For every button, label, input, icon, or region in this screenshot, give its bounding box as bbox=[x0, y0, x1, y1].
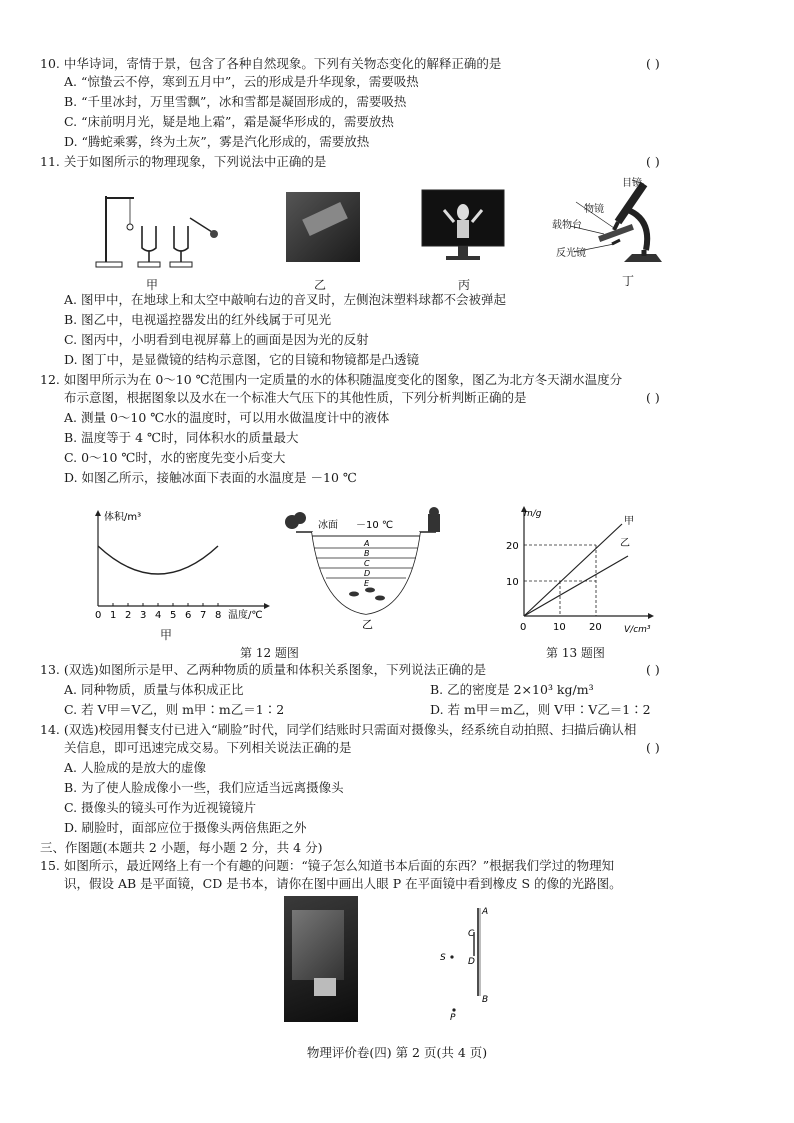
microscope-label-eyepiece: 目镜 bbox=[622, 178, 642, 189]
point-c-label: C bbox=[468, 929, 475, 939]
q11-option-a: A. 图甲中，在地球上和太空中敲响右边的音叉时，左侧泡沫塑料球都不会被弹起 bbox=[64, 292, 506, 307]
q11-label-jia: 甲 bbox=[146, 278, 159, 292]
q12-xtick-label: 2 bbox=[125, 610, 132, 621]
q10-option-c: C. “床前明月光，疑是地上霜”，霜是凝华形成的，需要放热 bbox=[64, 114, 394, 129]
q13-option-b: B. 乙的密度是 2×10³ kg/m³ bbox=[430, 682, 594, 697]
section-3-heading: 三、作图题(本题共 2 小题，每小题 2 分，共 4 分) bbox=[40, 840, 323, 855]
q15-mirror-book-photo bbox=[284, 896, 358, 1022]
q13-xtick-0: 0 bbox=[520, 622, 527, 633]
point-d-label: D bbox=[468, 957, 475, 967]
microscope-label-mirror: 反光镜 bbox=[556, 248, 586, 259]
q10-option-a: A. “惊蛰云不停，寒到五月中”，云的形成是升华现象，需要吸热 bbox=[64, 74, 419, 89]
q12-option-c: C. 0～10 ℃时，水的密度先变小后变大 bbox=[64, 450, 286, 465]
lake-ice-surface-label: 冰面 bbox=[318, 520, 338, 531]
lake-layer-a: A bbox=[364, 539, 370, 548]
q13-ytick-20: 20 bbox=[506, 541, 519, 552]
q12-graph-xlabel: 温度/℃ bbox=[228, 610, 263, 621]
microscope-label-objective: 物镜 bbox=[584, 204, 604, 215]
q12-option-b: B. 温度等于 4 ℃时，同体积水的质量最大 bbox=[64, 430, 299, 445]
q13-option-a: A. 同种物质，质量与体积成正比 bbox=[64, 682, 244, 697]
q12-option-d: D. 如图乙所示，接触冰面下表面的水温度是 －10 ℃ bbox=[64, 470, 357, 485]
lake-layer-e: E bbox=[364, 579, 370, 588]
q12-xtick-label: 1 bbox=[110, 610, 117, 621]
q10-option-b: B. “千里冰封，万里雪飘”，冰和雪都是凝固形成的，需要吸热 bbox=[64, 94, 407, 109]
lake-layer-b: B bbox=[364, 549, 370, 558]
q13-option-c: C. 若 V甲＝V乙，则 m甲∶m乙＝1∶2 bbox=[64, 702, 285, 717]
q13-xtick-10: 10 bbox=[553, 622, 566, 633]
q13-series-yi-label: 乙 bbox=[620, 538, 630, 549]
q12-xtick-label: 3 bbox=[140, 610, 147, 621]
q13-xtick-20: 20 bbox=[589, 622, 602, 633]
q14-option-b: B. 为了使人脸成像小一些，我们应适当远离摄像头 bbox=[64, 780, 344, 795]
q12-xtick-label: 5 bbox=[170, 610, 177, 621]
q12-xtick-label: 8 bbox=[215, 610, 222, 621]
q11-label-yi: 乙 bbox=[314, 278, 327, 292]
q13-mass-volume-graph bbox=[498, 504, 658, 636]
q12-answer-bracket: ( ) bbox=[646, 390, 660, 405]
q12-option-a: A. 测量 0～10 ℃水的温度时，可以用水做温度计中的液体 bbox=[64, 410, 390, 425]
point-a-label: A bbox=[482, 907, 489, 917]
lake-layer-d: D bbox=[364, 569, 371, 578]
q14-option-a: A. 人脸成的是放大的虚像 bbox=[64, 760, 206, 775]
q12-stem-line2: 布示意图，根据图象以及水在一个标准大气压下的其他性质，下列分析判断正确的是 bbox=[64, 390, 527, 405]
q13-graph-xlabel: V/cm³ bbox=[624, 625, 651, 635]
q13-series-jia-label: 甲 bbox=[624, 516, 634, 527]
q11-option-d: D. 图丁中，是显微镜的结构示意图，它的目镜和物镜都是凸透镜 bbox=[64, 352, 420, 367]
q11-stem: 11. 关于如图所示的物理现象，下列说法中正确的是 bbox=[40, 154, 327, 169]
point-s-label: S bbox=[440, 953, 446, 963]
lake-layer-c: C bbox=[364, 559, 370, 568]
point-p-label: P bbox=[450, 1013, 456, 1023]
q13-option-d: D. 若 m甲＝m乙，则 V甲∶V乙＝1∶2 bbox=[430, 702, 651, 717]
q15-stem-line2: 识，假设 AB 是平面镜，CD 是书本，请你在图中画出人眼 P 在平面镜中看到橡皮 S 的像的光路图。 bbox=[64, 876, 622, 891]
q10-answer-bracket: ( ) bbox=[646, 56, 660, 71]
q12-xtick-label: 4 bbox=[155, 610, 162, 621]
remote-control-icon bbox=[302, 202, 348, 236]
q11-figure-bing-tv bbox=[420, 188, 506, 268]
q14-option-d: D. 刷脸时，面部应位于摄像头两倍焦距之外 bbox=[64, 820, 307, 835]
mirror-reflection bbox=[292, 910, 344, 980]
q11-option-c: C. 图丙中，小明看到电视屏幕上的画面是因为光的反射 bbox=[64, 332, 369, 347]
q14-stem-line2: 关信息，即可迅速完成交易。下列相关说法正确的是 bbox=[64, 740, 352, 755]
q15-stem-line1: 15. 如图所示，最近网络上有一个有趣的问题：“镜子怎么知道书本后面的东西？”根据我们学过的物理知 bbox=[40, 858, 615, 873]
q11-answer-bracket: ( ) bbox=[646, 154, 660, 169]
q13-answer-bracket: ( ) bbox=[646, 662, 660, 677]
q12-lake-label-yi: 乙 bbox=[362, 618, 373, 630]
q12-stem-line1: 12. 如图甲所示为在 0～10 ℃范围内一定质量的水的体积随温度变化的图象，图乙为北方冬天湖水温度分 bbox=[40, 372, 623, 387]
point-b-label: B bbox=[482, 995, 489, 1005]
q11-figure-yi-remote-photo bbox=[286, 192, 360, 262]
eraser-icon bbox=[314, 978, 336, 996]
q12-volume-temperature-graph bbox=[84, 506, 274, 626]
page-footer: 物理评价卷(四) 第 2 页(共 4 页) bbox=[306, 1045, 488, 1060]
q14-stem-line1: 14. (双选)校园用餐支付已进入“刷脸”时代，同学们结账时只需面对摄像头，经系统自动拍照、扫描后确认相 bbox=[40, 722, 637, 737]
q11-option-b: B. 图乙中，电视遥控器发出的红外线属于可见光 bbox=[64, 312, 332, 327]
q14-option-c: C. 摄像头的镜头可作为近视镜镜片 bbox=[64, 800, 257, 815]
q13-graph-ylabel: m/g bbox=[524, 509, 542, 519]
q15-mirror-diagram bbox=[434, 900, 510, 1026]
q12-xtick-label: 6 bbox=[185, 610, 192, 621]
q12-graph-ylabel: 体积/m³ bbox=[104, 512, 142, 523]
q12-figure-caption: 第 12 题图 bbox=[240, 646, 299, 660]
q11-label-bing: 丙 bbox=[458, 278, 471, 292]
q12-graph-label-jia: 甲 bbox=[160, 628, 173, 642]
lake-surface-temperature: －10 ℃ bbox=[356, 520, 394, 531]
q13-ytick-10: 10 bbox=[506, 577, 519, 588]
q12-xtick-label: 0 bbox=[95, 610, 102, 621]
q10-option-d: D. “腾蛇乘雾，终为土灰”，雾是汽化形成的，需要放热 bbox=[64, 134, 370, 149]
q12-lake-diagram bbox=[278, 504, 454, 630]
q11-figure-jia-tuning-forks bbox=[94, 188, 224, 270]
q12-xtick-label: 7 bbox=[200, 610, 207, 621]
q13-figure-caption: 第 13 题图 bbox=[546, 646, 605, 660]
q14-answer-bracket: ( ) bbox=[646, 740, 660, 755]
q11-label-ding: 丁 bbox=[622, 274, 635, 288]
q10-stem: 10. 中华诗词，寄情于景，包含了各种自然现象。下列有关物态变化的解释正确的是 bbox=[40, 56, 502, 71]
microscope-label-stage: 载物台 bbox=[552, 220, 582, 231]
q13-stem: 13. (双选)如图所示是甲、乙两种物质的质量和体积关系图象，下列说法正确的是 bbox=[40, 662, 487, 677]
